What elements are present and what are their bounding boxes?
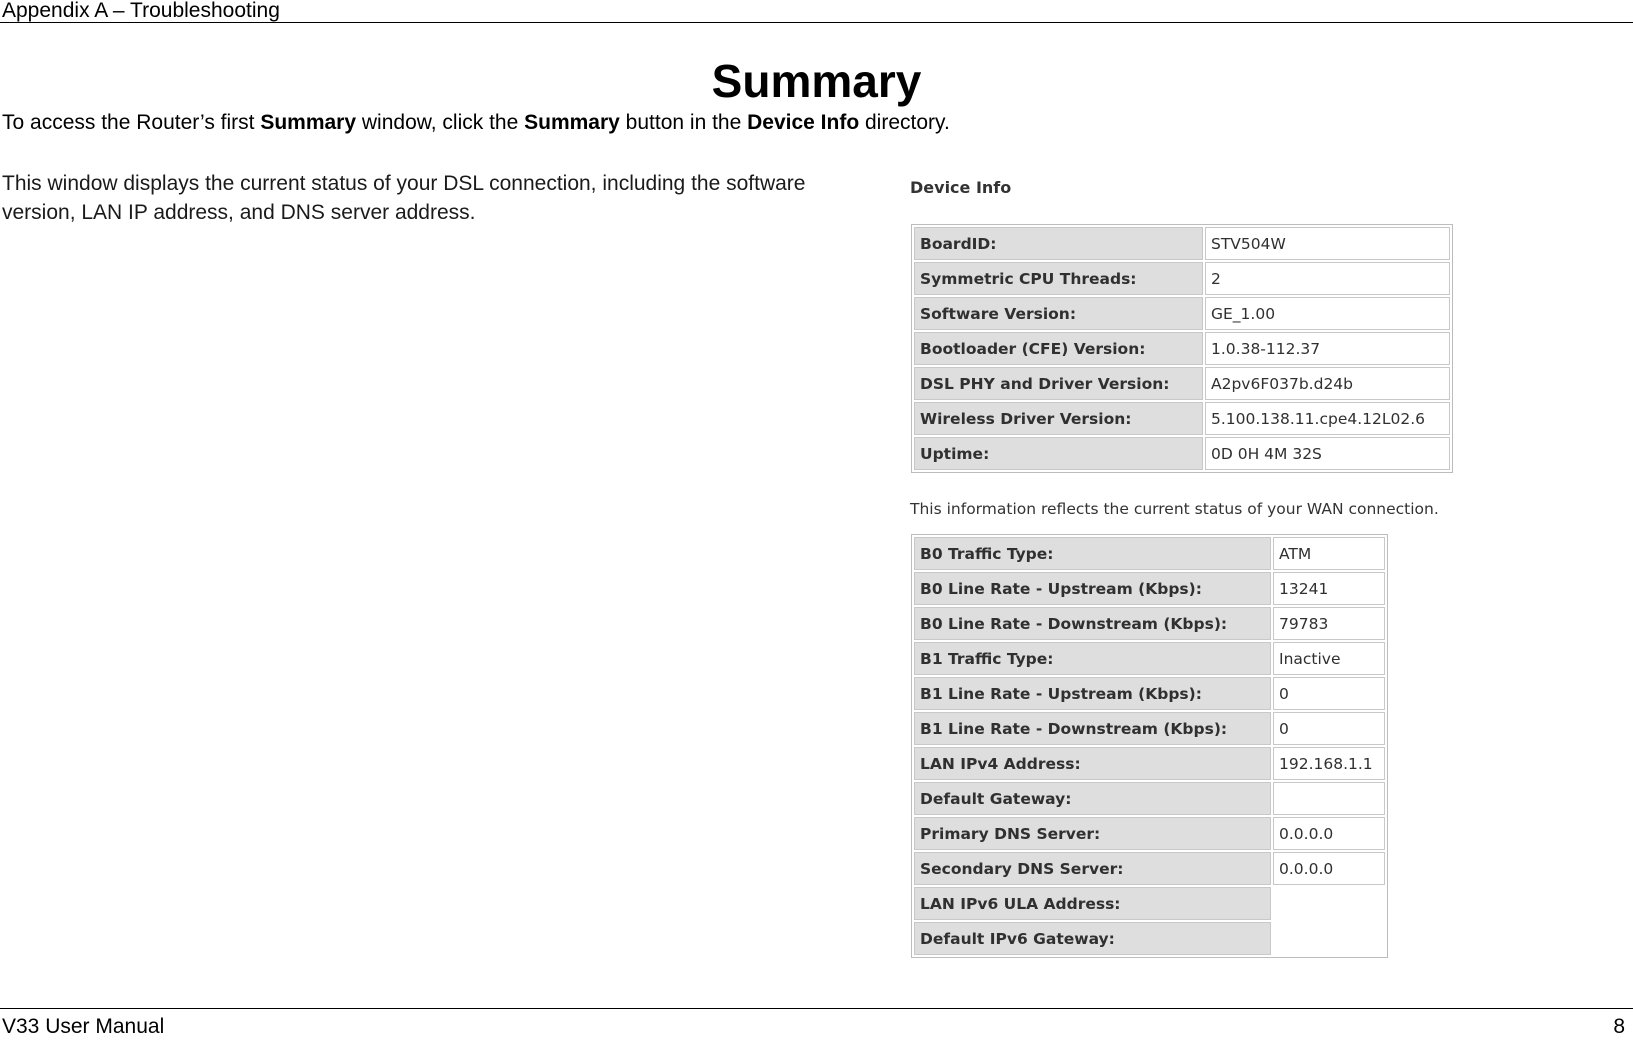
description-paragraph: This window displays the current status of your DSL connection, including the software version, LAN IP address, and DNS server address. [2,172,806,224]
row-label: B0 Traffic Type: [914,537,1271,570]
row-label: Wireless Driver Version: [914,402,1203,435]
row-label: B1 Traffic Type: [914,642,1271,675]
running-footer [0,1008,1633,1040]
intro-bold-summary: Summary [260,111,357,134]
table-row [914,262,1450,295]
row-value [1273,922,1385,955]
row-label: B1 Line Rate - Downstream (Kbps): [914,712,1271,745]
intro-text: button in the [619,111,748,134]
row-value: 0.0.0.0 [1273,852,1385,885]
row-value: A2pv6F037b.d24b [1205,367,1450,400]
row-value: 79783 [1273,607,1385,640]
row-label: Bootloader (CFE) Version: [914,332,1203,365]
manual-name: V33 User Manual [2,1015,165,1038]
row-value: 13241 [1273,572,1385,605]
table-row [914,677,1385,710]
table-row [914,922,1385,955]
intro-bold-device-info: Device Info [747,111,860,134]
row-label: Symmetric CPU Threads: [914,262,1203,295]
table-row [914,437,1450,470]
row-label: Default Gateway: [914,782,1271,815]
row-value: STV504W [1205,227,1450,260]
table-row [914,887,1385,920]
row-value: Inactive [1273,642,1385,675]
table-row [914,607,1385,640]
device-info-table [911,224,1453,473]
row-value: 0D 0H 4M 32S [1205,437,1450,470]
table-row [914,332,1450,365]
row-value: 2 [1205,262,1450,295]
table-row [914,227,1450,260]
wan-status-table [911,534,1388,958]
intro-text: To access the Router’s first [2,111,261,134]
row-value: ATM [1273,537,1385,570]
row-value: 1.0.38-112.37 [1205,332,1450,365]
row-label: LAN IPv6 ULA Address: [914,887,1271,920]
table-row [914,537,1385,570]
row-value [1273,782,1385,815]
row-value: 0 [1273,677,1385,710]
wan-status-note: This information reflects the current status of your WAN connection. [910,500,1439,518]
intro-text: directory. [859,111,950,134]
row-label: B1 Line Rate - Upstream (Kbps): [914,677,1271,710]
running-header [0,0,1633,23]
intro-paragraph [2,109,950,137]
table-row [914,367,1450,400]
table-row [914,852,1385,885]
row-label: Default IPv6 Gateway: [914,922,1271,955]
row-value: 5.100.138.11.cpe4.12L02.6 [1205,402,1450,435]
row-value: GE_1.00 [1205,297,1450,330]
row-value: 192.168.1.1 [1273,747,1385,780]
table-row [914,817,1385,850]
row-label: LAN IPv4 Address: [914,747,1271,780]
intro-bold-summary-button: Summary [524,111,620,134]
table-row [914,572,1385,605]
chapter-title: Appendix A – Troubleshooting [2,0,280,22]
row-label: B0 Line Rate - Downstream (Kbps): [914,607,1271,640]
table-row [914,642,1385,675]
table-row [914,747,1385,780]
row-label: Uptime: [914,437,1203,470]
device-info-heading: Device Info [910,178,1012,197]
intro-text: window, click the [356,111,525,134]
table-row [914,782,1385,815]
page-title: Summary [711,55,922,107]
row-label: Primary DNS Server: [914,817,1271,850]
row-label: Secondary DNS Server: [914,852,1271,885]
row-value [1273,887,1385,920]
row-value: 0 [1273,712,1385,745]
table-row [914,712,1385,745]
row-value: 0.0.0.0 [1273,817,1385,850]
row-label: Software Version: [914,297,1203,330]
page-number: 8 [1613,1015,1625,1038]
table-row [914,402,1450,435]
row-label: B0 Line Rate - Upstream (Kbps): [914,572,1271,605]
row-label: BoardID: [914,227,1203,260]
row-label: DSL PHY and Driver Version: [914,367,1203,400]
table-row [914,297,1450,330]
